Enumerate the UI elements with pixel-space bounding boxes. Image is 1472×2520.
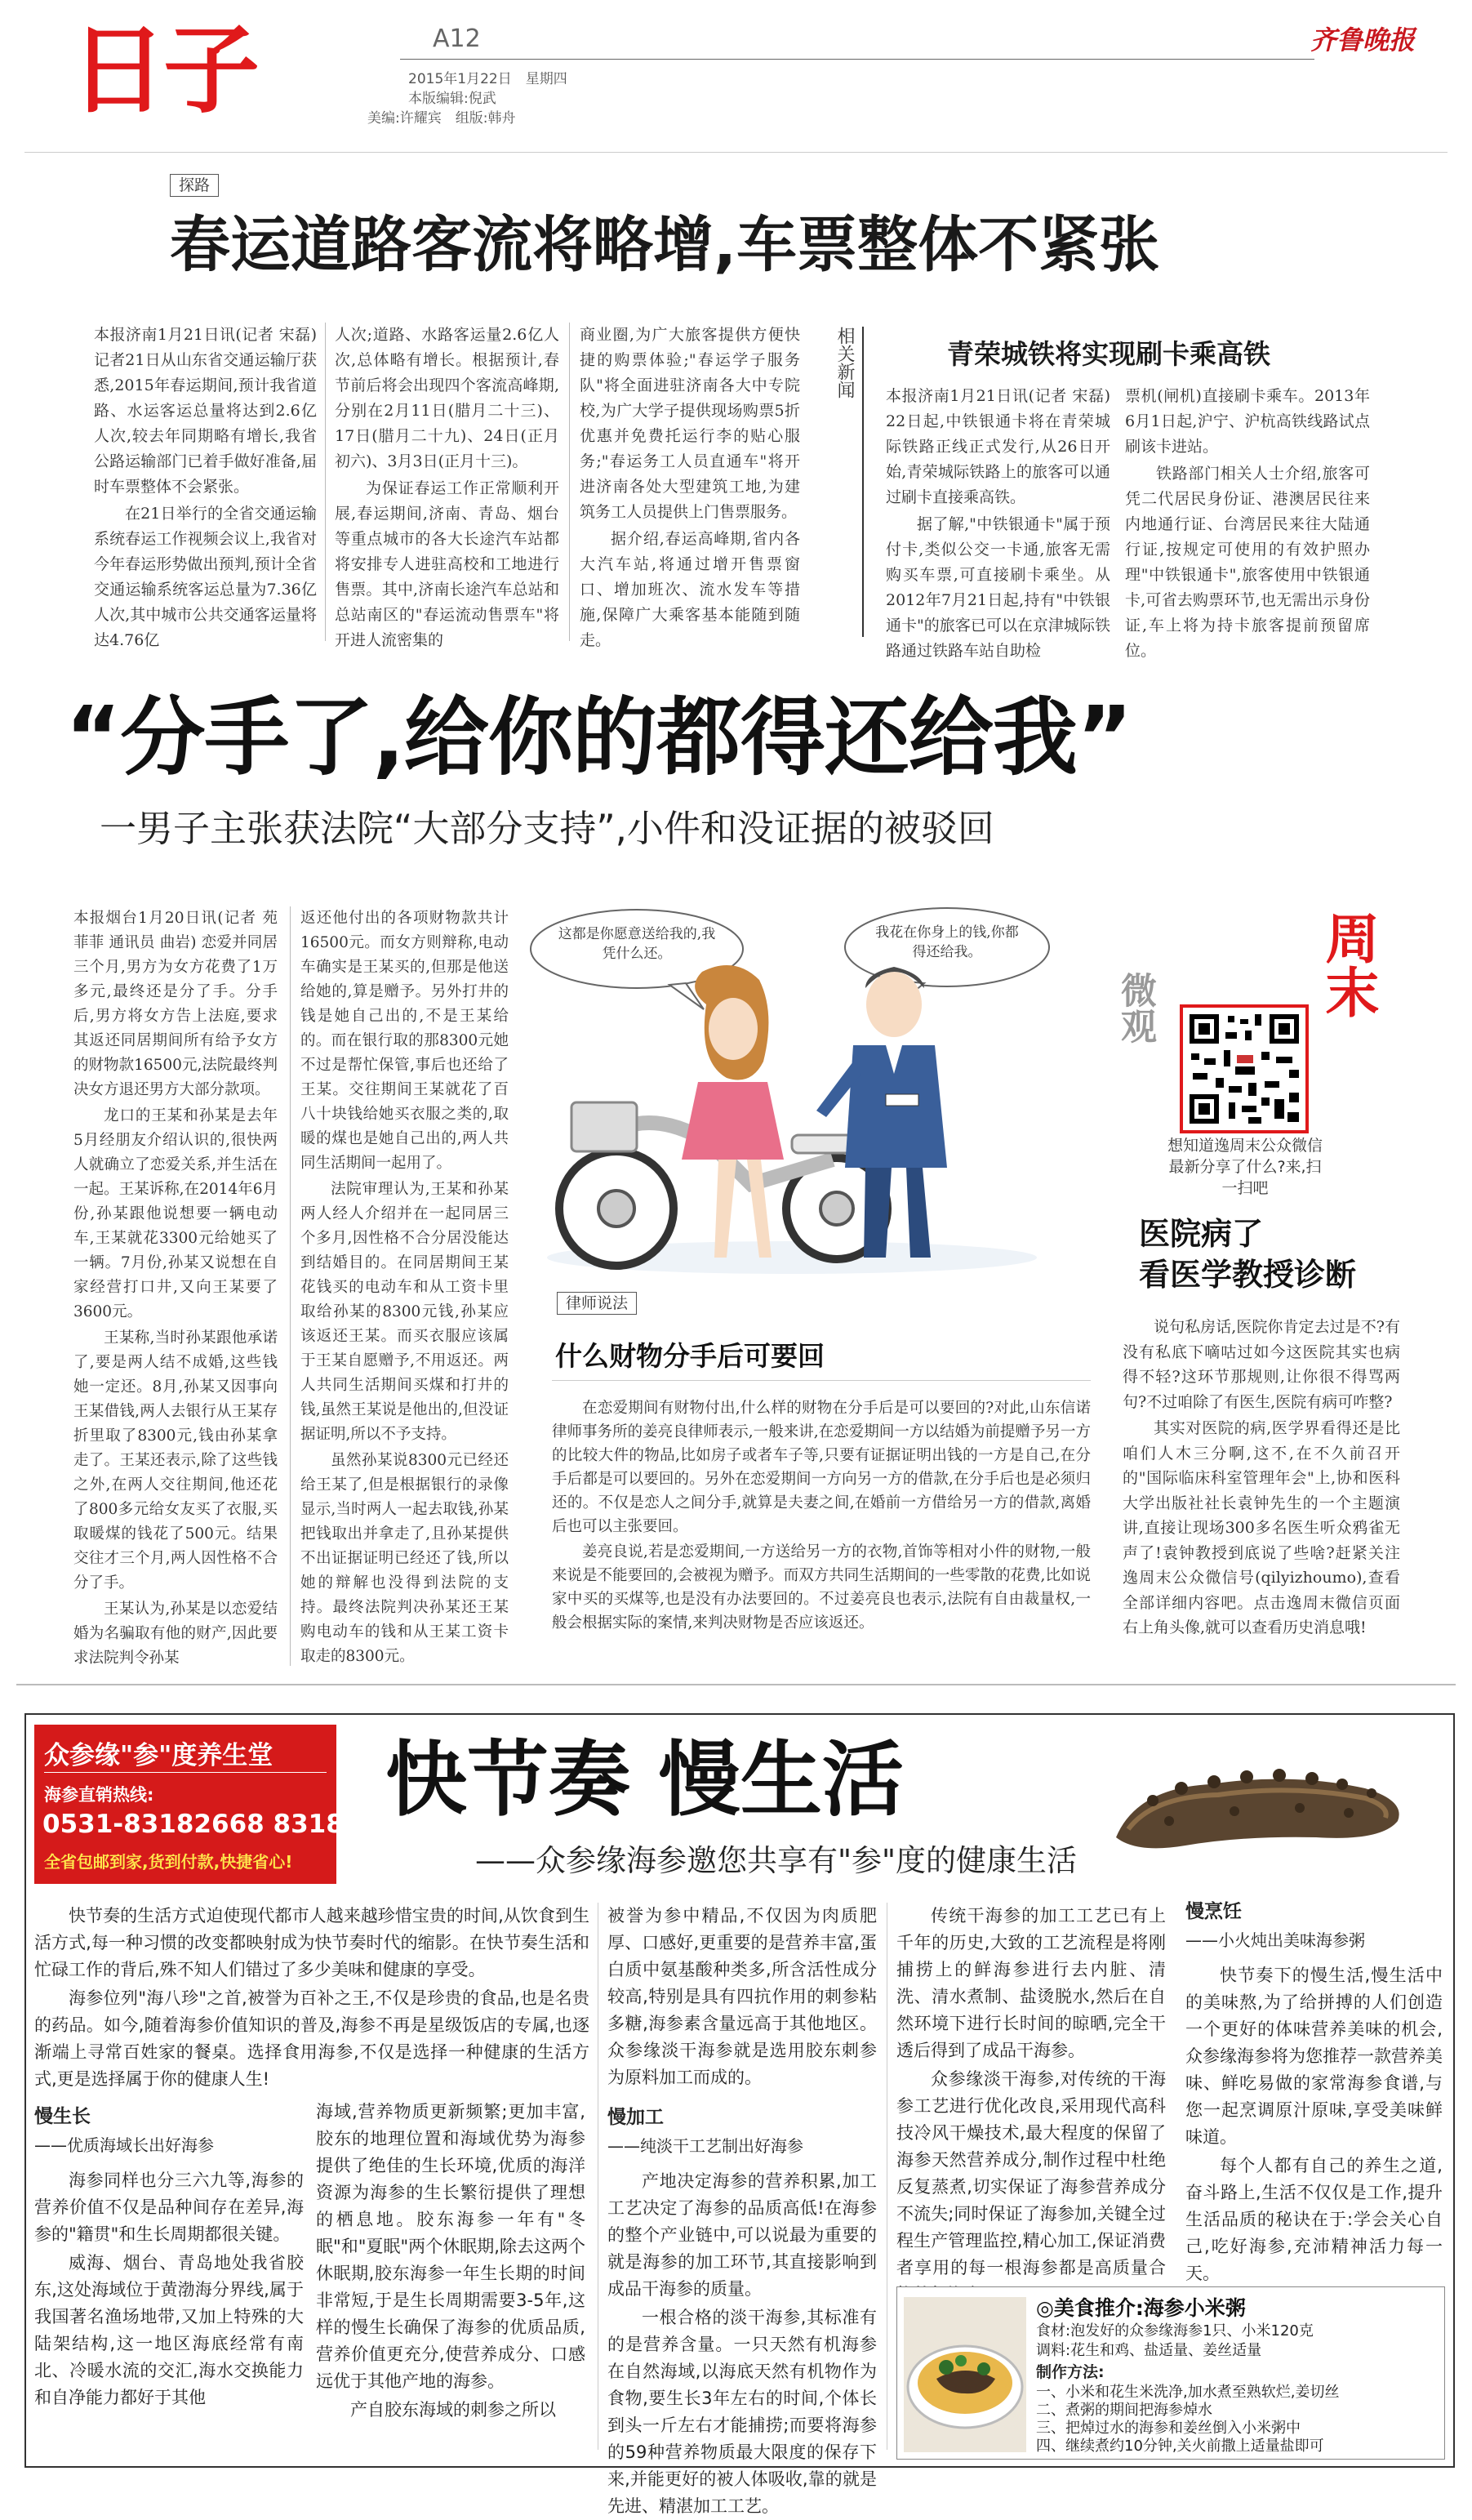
recipe-step: 三、把焯过水的海参和姜丝倒入小米粥中 — [1036, 2420, 1301, 2437]
story1-col1: 本报济南1月21日讯(记者 宋磊) 记者21日从山东省交通运输厅获悉,2015年春运期间,预计我省道路、水运客运总量将达到2.6亿人次,较去年同期略有增长,我省公路运输部门已着手做好准备,届时车票整体不会紧张。 在21日举行的全省交通运输系统春运工作视频会议上,我省对今年春运形势做出预判,预计全省交通运输系统客运总量为7.36亿人次,其中城市公共交通客运量将达4.76亿 — [94, 326, 317, 649]
related-news-col1: 本报济南1月21日讯(记者 宋磊) 22日起,中铁银通卡将在青荣城际铁路正线正式发行,从26日开始,青荣城际铁路上的旅客可以通过刷卡直接乘高铁。 据了解,"中铁银通卡"属于预付卡,类似公交一卡通,旅客无需购买车票,可直接刷卡乘坐。从2012年7月21日起,持有"中铁银通卡"的旅客已可以在京津城际铁路通过铁路车站自助检 — [886, 387, 1110, 660]
recipe-step: 四、继续煮约10分钟,关火前撒上适量盐即可 — [1036, 2438, 1324, 2455]
related-news-headline: 青荣城铁将实现刷卡乘高铁 — [947, 338, 1270, 370]
qr-code-icon — [1183, 1008, 1305, 1130]
weekend-promo — [1114, 906, 1388, 1217]
ad-separator — [16, 1684, 1456, 1685]
ad-brand-box — [34, 1725, 415, 1884]
recipe-step: 一、小米和花生米洗净,加水煮至熟软烂,姜切丝 — [1036, 2384, 1340, 2401]
lawyer-rule — [552, 1380, 1091, 1381]
lawyer-tag: 律师说法 — [557, 1292, 637, 1315]
story2-col2: 返还他付出的各项财物款共计16500元。而女方则辩称,电动车确实是王某买的,但那是他送给她的,算是赠予。另外打井的钱是她自己出的,不是王某给的。而在银行取的那8300元她不过是帮忙保管,事后也还给了王某。交往期间王某就花了百八十块钱给她买衣服之类的,取暖的煤也是她自己出的,两人共同生活期间一起用了。 法院审理认为,王某和孙某两人经人介绍并在一起同居三个多月,因性格不合分居没能达到结婚目的。在同居期间王某花钱买的电动车和从工资卡里取给孙某的8300元钱,孙某应该返还王某。而买衣服应该属于王某自愿赠予,不用返还。两人共同生活期间买煤和打井的钱,虽然王某说是他出的,但没证据证明,所以不予支持。 虽然孙某说8300元已经还给王某了,但是根据银行的录像显示,当时两人一起去取钱,孙某把钱取出并拿走了,且孙某提供不出证据证明已经还了钱,所以她的辩解也没得到法院的支持。最终法院判决孙某还王某购电动车的钱和从王某工资卡取走的8300元。 — [300, 910, 509, 1665]
speech-bubble-man: 我花在你身上的钱,你都得还给我。 — [875, 924, 1019, 960]
recipe-box — [896, 2286, 1445, 2460]
col-divider — [290, 906, 291, 1666]
col-divider — [569, 323, 570, 641]
editor-credit: 本版编辑:倪武 — [408, 91, 496, 107]
lawyer-body: 在恋爱期间有财物付出,什么样的财物在分手后是可以要回的?对此,山东信诺律师事务所的姜亮良律师表示,一般来讲,在恋爱期间一方以结婚为前提赠予另一方的比较大件的物品,比如房子或者车子等,只要有证据证明出钱的一方是自己,在分手后都是可以要回的。另外在恋爱期间一方向另一方的借款,在分手后也是必须归还的。不仅是恋人之间分手,就算是夫妻之间,在婚前一方借给另一方的借款,离婚后也可以主张要回。 姜亮良说,若是恋爱期间,一方送给另一方的衣物,首饰等相对小件的财物,一般来说是不能要回的,会被视为赠予。而双方共同生活期间的一些零散的花费,比如说家中买的买煤等,也是没有办法要回的。不过姜亮良也表示,法院有自由裁量权,一般会根据实际的案情,来判决财物是否应该返还。 — [552, 1400, 1091, 1632]
weekend-headline-2: 看医学教授诊断 — [1139, 1257, 1357, 1293]
weekend-headline-1: 医院病了 — [1139, 1216, 1264, 1252]
issue-date: 2015年1月22日 星期四 — [408, 71, 567, 87]
recipe-step: 二、煮粥的期间把海参焯水 — [1036, 2402, 1212, 2419]
ad-section-grow-cont: 海域,营养物质更新频繁;更加丰富,胶东的地理位置和海域优势为海参提供了绝佳的生长环境,优质的海洋资源为海参的生长繁衍提供了理想的栖息地。胶东海参一年有"冬眠"和"夏眠"两个休眠期,除去这两个休眠期,胶东海参一年生长期的时间非常短,于是生长周期需要3-5年,这样的慢生长确保了海参的优质品质,营养价值更充分,使营养成分、口感远优于其他产地的海参。 产自胶东海域的刺参之所以 — [316, 2102, 585, 2420]
ad-slogan: 全省包邮到家,货到付款,快捷省心! — [44, 1852, 293, 1872]
ad-sec3-sub: ——小火炖出美味海参粥 — [1185, 1930, 1365, 1950]
story1-col3: 商业圈,为广大旅客提供方便快捷的购票体验;"春运学子服务队"将全面进驻济南各大中专院校,为广大学子提供现场购票5折优惠并免费托运行李的贴心服务;"春运务工人员直通车"将开进济南各处大型建筑工地,为建筑务工人员提供上门售票服务。 据介绍,春运高峰期,省内各大汽车站,将通过增开售票窗口、增加班次、流水发车等措施,保障广大乘客基本能随到随走。 — [580, 326, 800, 649]
designer-credit: 美编:许耀宾 组版:韩舟 — [367, 110, 516, 127]
porridge-image — [904, 2297, 1026, 2452]
qr-code[interactable] — [1180, 1004, 1309, 1133]
recipe-seasoning: 调料:花生和鸡、盐适量、姜丝适量 — [1036, 2342, 1262, 2359]
related-news-rule — [862, 327, 864, 637]
qr-caption: 想知道逸周末公众微信最新分享了什么?来,扫一扫吧 — [1167, 1137, 1323, 1197]
lawyer-headline: 什么财物分手后可要回 — [555, 1340, 825, 1372]
ad-intro-col: 快节奏的生活方式迫使现代都市人越来越珍惜宝贵的时间,从饮食到生活方式,每一种习惯的改变都映射成为快节奏时代的缩影。在快节奏生活和忙碌工作的背后,殊不知人们错过了多少美味和健康的享受。 海参位列"海八珍"之首,被誉为百补之王,不仅是珍贵的食品,也是名贵的药品。如今,随着海参价值知识的普及,海参不再是星级饭店的专属,也逐渐端上寻常百姓家的餐桌。选择食用海参,不仅是选择一种健康的生活方式,更是选择属于你的健康人生! — [34, 1906, 589, 2089]
col-divider — [325, 323, 326, 641]
sea-cucumber-photo — [1104, 1739, 1414, 1870]
ad-section-craft: 传统干海参的加工工艺已有上千年的历史,大致的工艺流程是将刚捕捞上的鲜海参进行去内脏、清洗、清水煮制、盐烫脱水,然后在自然环境下进行长时间的晾晒,完全干透后得到了成品干海参。 众参缘淡干海参,对传统的干海参工艺进行优化改良,采用现代高科技冷风干燥技术,最大程度的保留了海参天然营养成分,制作过程中杜绝反复蒸煮,切实保证了海参营养成分不流失;同时保证了海参加,关键全过程生产管理监控,精心加工,保证消费者享用的每一根海参都是高质量合 — [896, 1906, 1166, 2277]
ad-subline: ——众参缘海参邀您共享有"参"度的健康生活 — [475, 1843, 1078, 1878]
weekend-label-big: 周末 — [1316, 910, 1379, 1018]
related-news-label: 相关新闻 — [834, 327, 855, 398]
ad-headline: 快节奏 慢生活 — [385, 1732, 904, 1828]
weekend-label-small: 微观 — [1114, 972, 1156, 1044]
masthead-rule — [400, 59, 1314, 60]
page-number: A12 — [433, 24, 481, 53]
story1-col2: 人次;道路、水路客运量2.6亿人次,总体略有增长。根据预计,春节前后将会出现四个客流高峰期,分别在2月11日(腊月二十三)、17日(腊月二十九)、24日(正月初六)、3月3日(正月十三)。 为保证春运工作正常顺利开展,春运期间,济南、青岛、烟台等重点城市的各大长途汽车站都将安排专人进驻高校和工地进行售票。其中,济南长途汽车总站和总站南区的"春运流动售票车"将开进人流密集的 — [335, 326, 559, 649]
ad-sec2-sub: ——纯淡干工艺制出好海参 — [607, 2136, 803, 2156]
recipe-title: ◎美食推介:海参小米粥 — [1036, 2296, 1246, 2320]
ad-brand-name: 众参缘"参"度养生堂 — [44, 1741, 273, 1770]
masthead — [0, 0, 1472, 155]
related-news-col2: 票机(闸机)直接刷卡乘车。2013年6月1日起,沪宁、沪杭高铁线路试点刷该卡进站。 铁路部门相关人士介绍,旅客可凭二代居民身份证、港澳居民往来内地通行证、台湾居民来往大陆通行证,按规定可使用的有效护照办理"中铁银通卡",旅客使用中铁银通卡,可省去购票环节,也无需出示身份证,车上将为持卡旅客提前预留席位。 — [1125, 387, 1370, 660]
ad-section-cook: 慢烹饪 ——小火炖出美味海参粥 快节奏下的慢生活,慢生活中的美味熬,为了给拼搏的人们创造一个更好的体味营养美味的机会,众参缘海参将为您推荐一款营养美味、鲜吃易做的家常海参食谱,与您一起烹调原汁原味,享受美味鲜味道。 每个人都有自己的养生之道,奋斗路上,生活不仅仅是工作,提升生活品质的秘诀在于:学会关心自己,吃好海参,充沛精神活力每一天。 — [1185, 1899, 1443, 2282]
weekend-body: 说句私房话,医院你肯定去过是不?有没有私底下嘀咕过如今这医院其实也病得不轻?这环节那规则,让你很不得骂两句?不过咱除了有医生,医院有病可咋整? 其实对医院的病,医学界看得还是比咱们人木三分啊,这不,在不久前召开的"国际临床科室管理年会"上,协和医科大学出版社社长袁钟先生的一个主题演讲,直接让现场300多名医生听众鸦雀无声了!袁钟教授到底说了些啥?赶紧关注逸周末公众微信号(qilyizhoumo),查看全部详细内容吧。点击逸周末微信页面右上角头像,就可以查看历史消息哦! — [1123, 1318, 1400, 1636]
section-tag-explore: 探路 — [170, 174, 219, 197]
speech-bubble-woman: 这都是你愿意送给我的,我凭什么还。 — [558, 926, 716, 962]
advertisement — [24, 1713, 1455, 2516]
ad-section-process: 被誉为参中精品,不仅因为肉质肥厚、口感好,更重要的是营养丰富,蛋白质中氨基酸种类多,所含活性成分较高,特别是具有四抗作用的刺参粘多糖,海参素含量远高于其他地区。众参缘淡干海参就是选用胶东刺参为原料加工而成的。 慢加工 ——纯淡干工艺制出好海参 产地决定海参的营养积累,加工工艺决定了海参的品质高低!在海参的整个产业链中,可以说最为重要的就是海参的加工环节,其直接影响到成品干海参的质量。 一根合格的淡干海参,其标准有的是营养含量。一只天然有机海参在自然海域,以海底天然有机物作为食物,要生长3年左右的时间,个体长到头一斤左右才能捕捞;而要将海参的59种营养物质最大限度的保存下来,并能更好的被人体吸收,靠的就是先进、精湛加工工艺。 — [607, 1906, 877, 2516]
story2-subhead: 一男子主张获法院“大部分支持”,小件和没证据的被驳回 — [100, 807, 994, 850]
story2-headline: “分手了,给你的都得还给我” — [65, 688, 1132, 787]
breakup-illustration — [523, 898, 1094, 1290]
recipe-method-label: 制作方法: — [1036, 2363, 1105, 2381]
story1-headline: 春运道路客流将略增,车票整体不紧张 — [170, 210, 1160, 280]
recipe-ingredients: 食材:泡发好的众参缘海参1只、小米120克 — [1036, 2322, 1314, 2340]
top-rule — [24, 152, 1448, 153]
story2-col1: 本报烟台1月20日讯(记者 苑菲菲 通讯员 曲岩) 恋爱并同居三个月,男方为女方花费了1万多元,最终还是分了手。分手后,男方将女方告上法庭,要求其返还同居期间所有给予女方的财物款16500元,法院最终判决女方退还男方大部分款项。 龙口的王某和孙某是去年5月经朋友介绍认识的,很快两人就确立了恋爱关系,并生活在一起。王某诉称,在2014年6月份,孙某跟他说想要一辆电动车,王某就花3300元给她买了一辆。7月份,孙某又说想在自家经营打口井,又向王某要了3600元。 王某称,当时孙某跟他承诺了,要是两人结不成婚,这些钱她一定还。8月,孙某又因事向王某借钱,两人去银行从王某存折里取了8300元,钱由孙某拿走了。王某还表示,除了这些钱之外,在两人交往期间,他还花了800多元给女友买了衣服,买取暖煤的钱花了500元。结果交往才三个月,两人因性格不合分了手。 王某认为,孙某是以恋爱结婚为名骗取有他的财产,因此要求法院判令孙某 — [73, 910, 278, 1667]
ad-hotline-number[interactable]: 0531-83182668 83182778 — [42, 1810, 415, 1839]
ad-sec1-sub: ——优质海域长出好海参 — [34, 2135, 214, 2155]
ad-hotline-label: 海参直销热线: — [44, 1785, 154, 1805]
newspaper-name: 齐鲁晚报 — [1310, 24, 1416, 56]
section-logo: 日子 — [70, 14, 257, 127]
ad-brand-rule — [44, 1772, 327, 1773]
ad-section-grow: 慢生长 ——优质海域长出好海参 海参同样也分三六九等,海参的营养价值不仅是品种间存在差异,海参的"籍贯"和生长周期都很关键。 威海、烟台、青岛地处我省胶东,这处海域位于黄渤海分界线,属于我国著名渔场地带,又加上特殊的大陆架结构,这一地区海底经常有南北、冷暖水流的交汇,海水交换能力和自净能力都好于其他 — [34, 2090, 304, 2458]
recipe-photo — [904, 2297, 1026, 2452]
ad-sec2-title: 慢加工 — [607, 2107, 664, 2128]
sea-cucumber-image — [1104, 1739, 1414, 1870]
ad-sec3-title: 慢烹饪 — [1185, 1901, 1242, 1922]
ad-sec1-title: 慢生长 — [34, 2106, 91, 2127]
